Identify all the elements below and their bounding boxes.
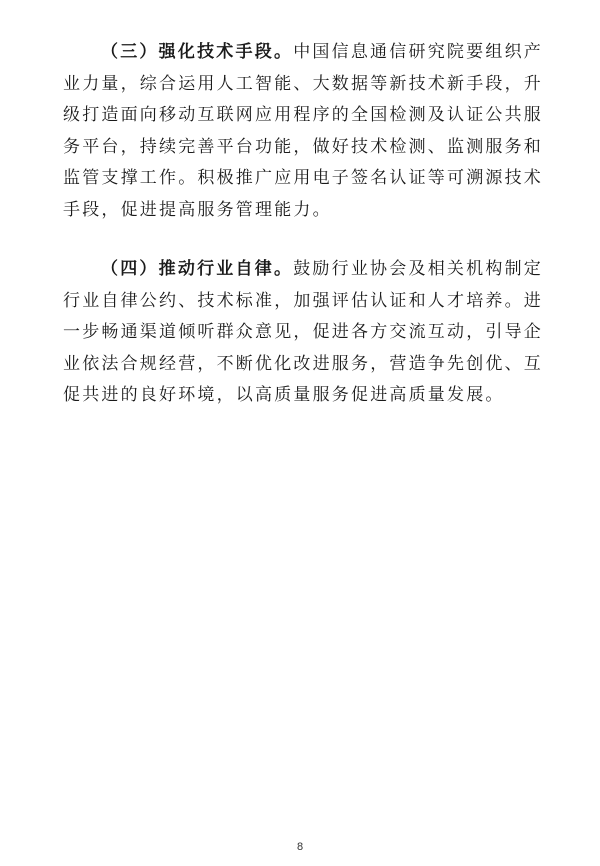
section-four-body: 鼓励行业协会及相关机构制定行业自律公约、技术标准，加强评估认证和人才培养。进一步畅通渠道倾听群众意见，促进各方交流互动，引导企业依法合规经营，不断优化改进服务，营造争先创优、互促共进的良好环境，以高质量服务促进高质量发展。	[63, 259, 544, 406]
section-three-heading: （三）强化技术手段。	[101, 42, 294, 62]
section-three-paragraph	[63, 37, 543, 227]
section-four	[63, 254, 543, 412]
section-four-paragraph	[63, 254, 543, 412]
section-three	[63, 37, 543, 227]
section-four-heading: （四）推动行业自律。	[101, 259, 294, 279]
section-three-body: 中国信息通信研究院要组织产业力量，综合运用人工智能、大数据等新技术新手段，升级打造面向移动互联网应用程序的全国检测及认证公共服务平台，持续完善平台功能，做好技术检测、监测服务和监管支撑工作。积极推广应用电子签名认证等可溯源技术手段，促进提高服务管理能力。	[63, 42, 544, 220]
page-number: 8	[296, 841, 304, 853]
